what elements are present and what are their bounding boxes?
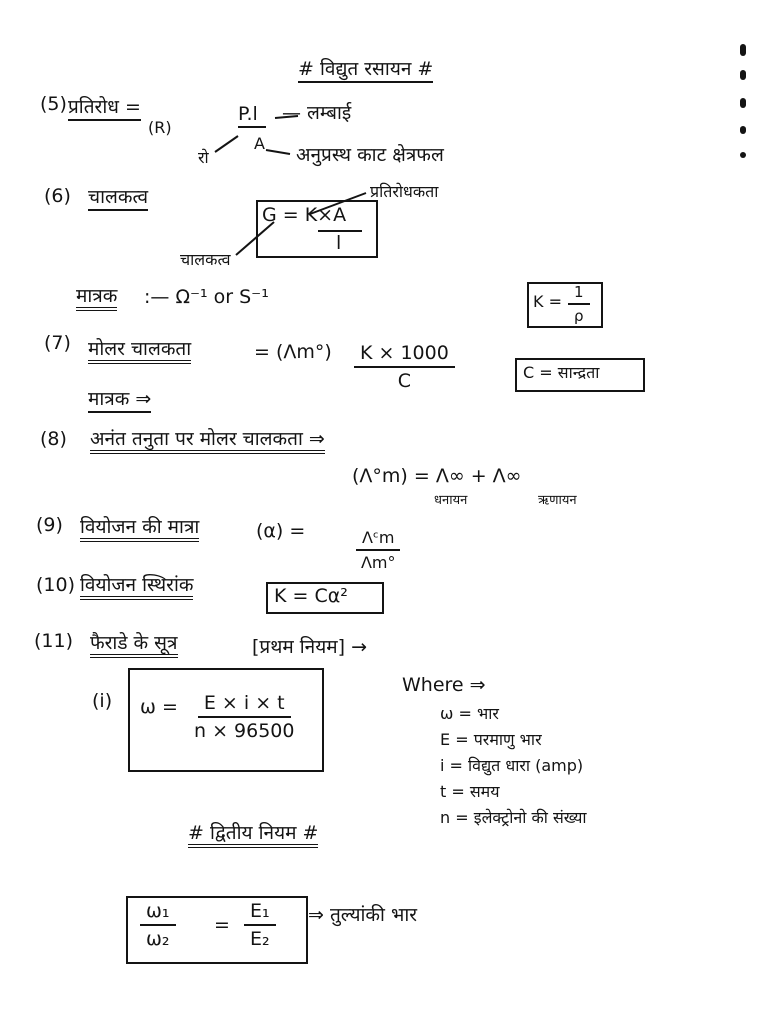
page-edge-mark [740,44,746,56]
where-item-weight: ω = भार [440,704,499,723]
first-law-fraction [194,694,294,741]
section-9-formula-denominator: Λm° [360,553,396,572]
section-6-unit-value: :— Ω⁻¹ or S⁻¹ [144,286,269,308]
section-5-rho-label: रो [198,148,209,167]
section-7-label: मोलर चालकता [88,340,191,364]
section-6-formula-numerator: G = K×A [262,204,347,226]
section-11-label: फैराडे के सूत्र [90,634,178,658]
section-5-formula-numerator: P.l [238,105,266,128]
second-law-label: # द्वितीय नियम # [188,824,318,848]
section-7-formula-denominator: C [397,370,412,392]
section-8-number: (8) [40,428,67,450]
second-law-note: ⇒ तुल्यांकी भार [308,904,418,926]
section-6-number: (6) [44,185,71,207]
second-law-left-fraction [140,902,176,949]
section-5-length-note: — लम्बाई [282,102,352,124]
second-law-left-numerator: ω₁ [140,902,176,926]
section-10-label: वियोजन स्थिरांक [80,576,193,600]
section-9-fraction [356,530,400,571]
section-11-number: (11) [34,630,74,652]
section-6-unit-label: मात्रक [76,287,117,311]
page-edge-mark [740,126,746,134]
section-10-number: (10) [36,574,76,596]
section-9-label: वियोजन की मात्रा [80,518,199,542]
section-8-cation: धनायन [434,493,468,508]
section-7-fraction [354,344,455,391]
where-item-electrons: n = इलेक्ट्रोनो की संख्या [440,808,587,827]
where-item-time: t = समय [440,782,500,801]
section-5-label: प्रतिरोध = [68,98,141,121]
section-5-symbol: (R) [148,118,172,137]
rho-formula-numerator: 1 [568,285,590,305]
section-6-formula-denominator: l [336,232,342,254]
page-edge-mark [740,98,746,108]
rho-formula-fraction [568,285,590,324]
section-8-anion: ऋणायन [538,493,577,508]
section-7-concentration-note: C = सान्द्रता [523,363,600,382]
where-label: Where ⇒ [402,674,486,696]
second-law-left-denominator: ω₂ [146,928,170,950]
section-9-formula-numerator: Λᶜm [356,530,400,551]
second-law-equals: = [214,914,230,936]
section-7-eq: = (Λm°) [254,341,332,363]
section-5-number: (5) [40,93,67,115]
first-law-formula-denominator: n × 96500 [194,720,295,742]
rho-formula-left: K = [533,292,562,311]
where-item-atomic-weight: E = परमाणु भार [440,730,542,749]
section-8-formula: (Λ°m) = Λ∞ + Λ∞ [352,465,522,487]
first-law-sub-number: (i) [92,690,113,712]
section-7-formula-numerator: K × 1000 [354,344,455,368]
where-item-current: i = विद्युत धारा (amp) [440,756,584,775]
section-6-conductance-note: चालकत्व [180,250,231,269]
first-law-label: [प्रथम नियम] → [252,636,367,658]
second-law-right-fraction [244,902,276,949]
page-edge-mark [740,70,746,80]
section-9-symbol: (α) = [256,520,306,542]
section-9-number: (9) [36,514,63,536]
section-5-area-note: अनुप्रस्थ काट क्षेत्रफल [296,144,444,166]
section-6-resistivity-note: प्रतिरोधकता [370,182,439,201]
section-7-number: (7) [44,332,71,354]
section-5-formula-denominator: A [254,134,265,153]
page-title: # विद्युत रसायन # [298,60,433,83]
section-6-label: चालकत्व [88,188,148,211]
page-edge-mark [740,152,746,158]
section-8-label: अनंत तनुता पर मोलर चालकता ⇒ [90,430,325,454]
section-7-unit-label: मात्रक ⇒ [88,390,151,413]
second-law-right-numerator: E₁ [244,902,276,926]
second-law-right-denominator: E₂ [250,928,270,950]
rho-formula-denominator: ρ [574,307,584,325]
first-law-formula-numerator: E × i × t [198,694,291,718]
section-10-formula: K = Cα² [274,585,348,607]
first-law-formula-left: ω = [140,696,178,718]
